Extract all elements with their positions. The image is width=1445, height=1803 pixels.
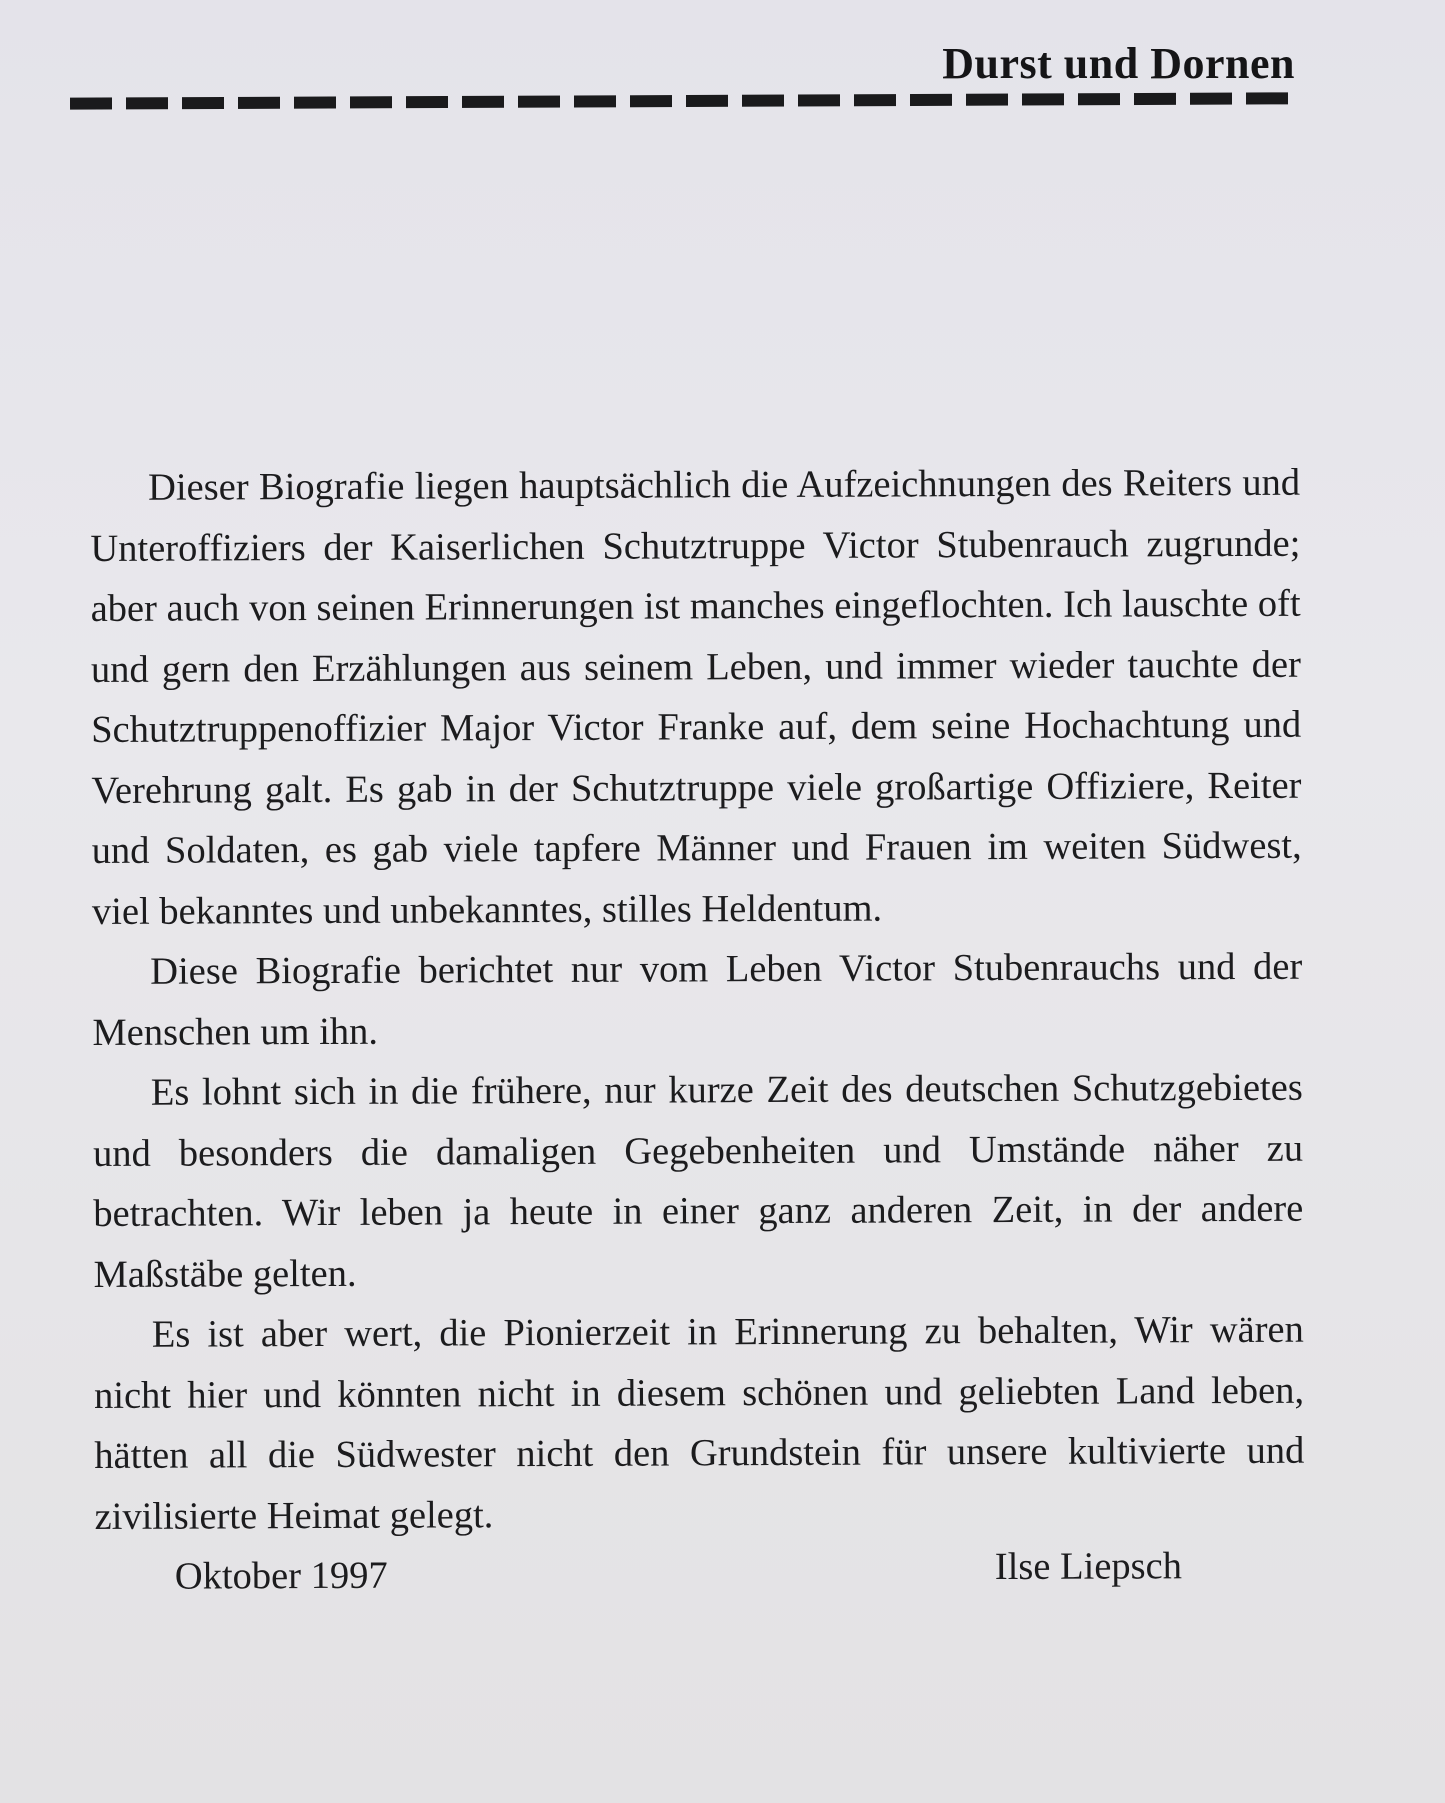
paragraph-3: Es lohnt sich in die frühere, nur kurze Zeit des deutschen Schutzgebietes und besonders die damaligen Gegebenheiten und Umstände näher zu betrachten. Wir leben ja heute in einer ganz anderen Zeit, in der andere Maßstäbe gelten. [92, 1066, 1304, 1296]
paragraph-1: Dieser Biografie liegen hauptsächlich die Aufzeichnungen des Reiters und Unteroffiziers der Kaiserlichen Schutztruppe Victor Stubenrauch zugrunde; aber auch von seinen Erinnerungen ist manches eingeflochten. Ich lauschte oft und gern den Erzählungen aus seinem Leben, und immer wieder tauchte der Schutztruppenoffizier Major Victor Franke auf, dem seine Hochachtung und Verehrung galt. Es gab in der Schutztruppe viele großartige Offiziere, Reiter und Soldaten, es gab viele tapfere Männer und Frauen im weiten Südwest, viel bekanntes und unbekanntes, stilles Heldentum. [90, 461, 1302, 933]
signature-line [95, 1542, 1305, 1607]
running-head-title: Durst und Dornen [942, 39, 1295, 88]
paragraph-4: Es ist aber wert, die Pionierzeit in Erinnerung zu behalten, Wir wären nicht hier und könnten nicht in diesem schönen und geliebten Land leben, hätten all die Südwester nicht den Grundstein für unsere kultivierte und zivilisierte Heimat gelegt. [93, 1308, 1305, 1538]
paragraph-2: Diese Biografie berichtet nur vom Leben Victor Stubenrauchs und der Menschen um ihn. [92, 945, 1303, 1054]
dashed-header-rule [70, 92, 1292, 109]
preface-text [90, 453, 1305, 1607]
signature-date: Oktober 1997 [174, 1554, 388, 1598]
signature-author: Ilse Liepsch [994, 1545, 1183, 1589]
